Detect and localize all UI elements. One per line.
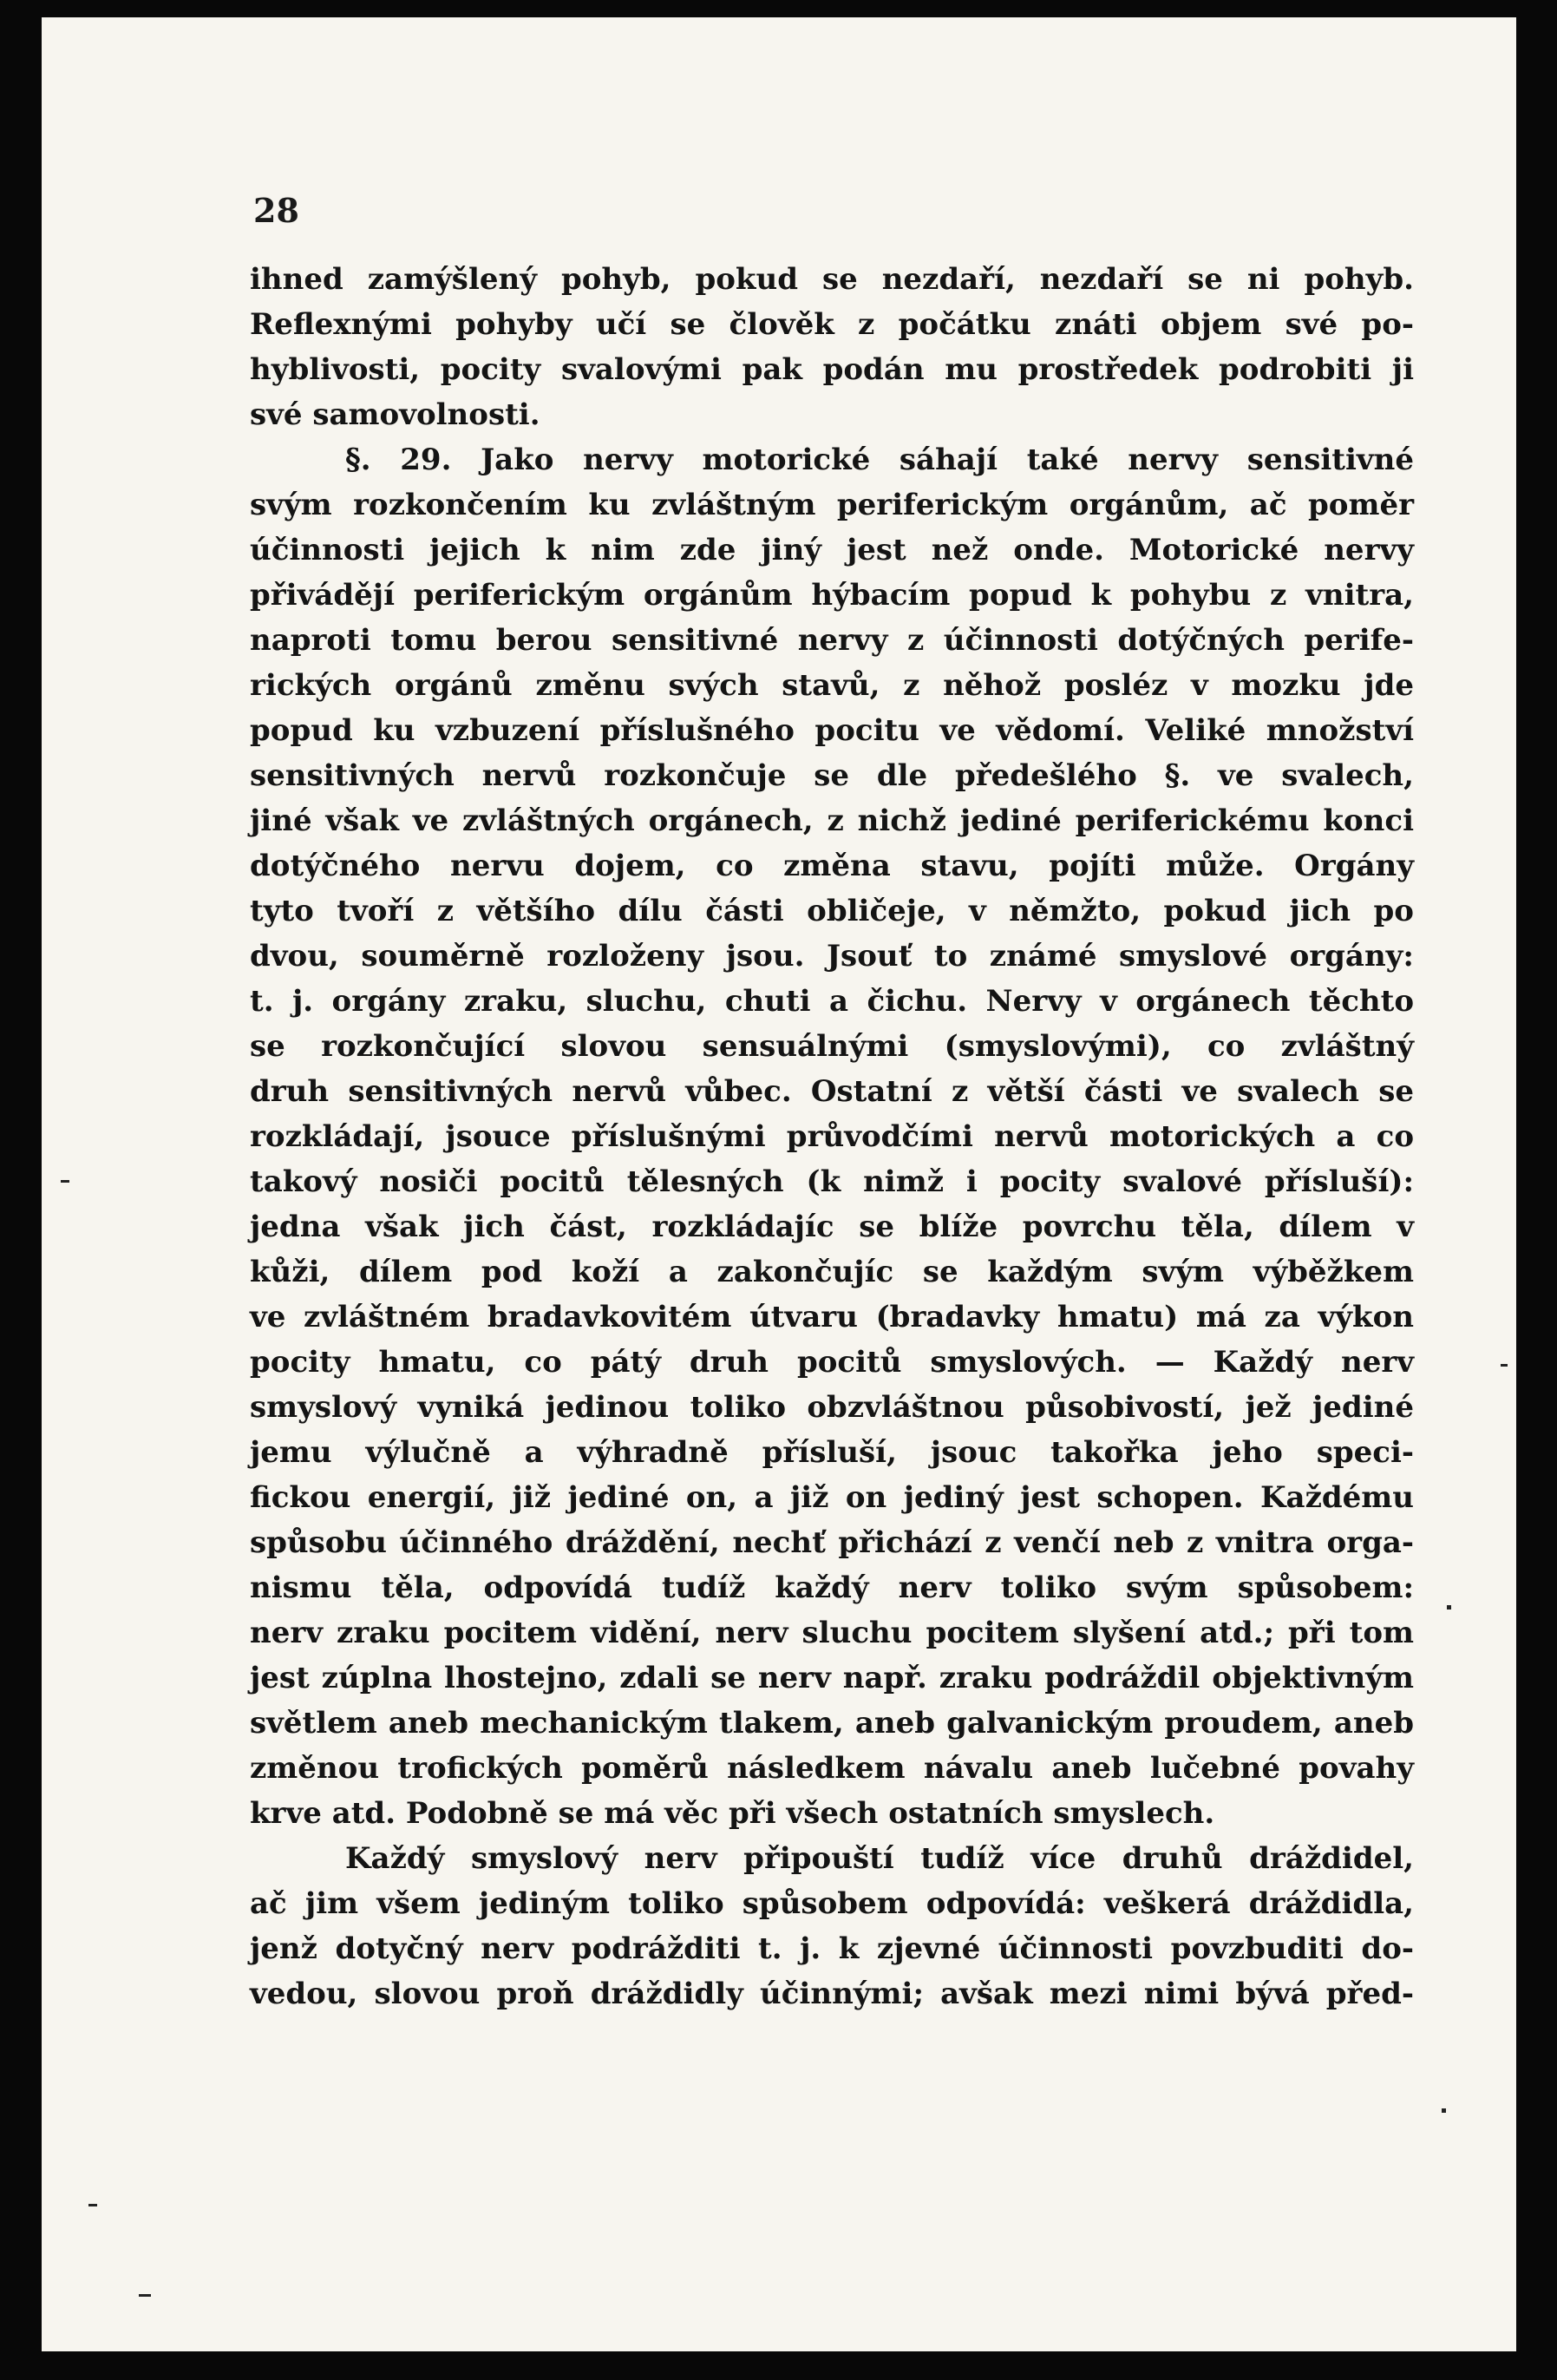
text-line: Každý smyslový nerv připouští tudíž více druhů dráždidel, — [345, 1841, 1414, 1876]
text-line: t. j. orgány zraku, sluchu, chuti a čichu. Nervy v orgánech těchto — [250, 984, 1414, 1019]
text-line: §. 29. Jako nervy motorické sáhají také nervy sensitivné — [345, 443, 1414, 477]
text-line: se rozkončující slovou sensuálnými (smyslovými), co zvláštný — [250, 1029, 1414, 1064]
text-line: krve atd. Podobně se má věc při všech ostatních smyslech. — [250, 1796, 1215, 1831]
text-line: kůži, dílem pod koží a zakončujíc se každým svým výběžkem — [250, 1255, 1414, 1289]
text-line: popud ku vzbuzení příslušného pocitu ve vědomí. Veliké množství — [250, 713, 1414, 748]
text-line: ač jim všem jediným toliko spůsobem odpovídá: veškerá dráždidla, — [250, 1886, 1414, 1921]
page-number: 28 — [253, 191, 299, 230]
text-line: Reflexnými pohyby učí se člověk z počátku znáti objem své po- — [250, 307, 1414, 342]
text-line: nerv zraku pocitem vidění, nerv sluchu pocitem slyšení atd.; při tom — [250, 1616, 1414, 1650]
text-line: fickou energií, již jediné on, a již on jediný jest schopen. Každému — [250, 1480, 1414, 1515]
text-line: dotýčného nervu dojem, co změna stavu, pojíti může. Orgány — [250, 849, 1414, 883]
scan-speck — [61, 1180, 69, 1183]
text-line: jemu výlučně a výhradně přísluší, jsouc takořka jeho speci- — [250, 1435, 1414, 1470]
scan-speck — [1442, 2108, 1446, 2113]
scan-speck — [1447, 1605, 1451, 1610]
text-line: naproti tomu berou sensitivné nervy z účinnosti dotýčných perife- — [250, 623, 1414, 658]
text-line: ve zvláštném bradavkovitém útvaru (bradavky hmatu) má za výkon — [250, 1300, 1414, 1334]
scan-speck — [139, 2294, 151, 2297]
scan-speck — [1501, 1364, 1508, 1367]
text-line: rozkládají, jsouce příslušnými průvodčími nervů motorických a co — [250, 1119, 1414, 1154]
text-line: takový nosiči pocitů tělesných (k nimž i pocity svalové přísluší): — [250, 1164, 1414, 1199]
text-line: ihned zamýšlený pohyb, pokud se nezdaří, nezdaří se ni pohyb. — [250, 262, 1414, 297]
text-line: změnou trofických poměrů následkem návalu aneb lučebné povahy — [250, 1751, 1414, 1786]
text-line: druh sensitivných nervů vůbec. Ostatní z větší části ve svalech se — [250, 1074, 1414, 1109]
text-line: rických orgánů změnu svých stavů, z něhož posléz v mozku jde — [250, 668, 1414, 703]
text-line: světlem aneb mechanickým tlakem, aneb galvanickým proudem, aneb — [250, 1706, 1414, 1741]
text-line: hyblivosti, pocity svalovými pak podán mu prostředek podrobiti ji — [250, 352, 1414, 387]
text-line: pocity hmatu, co pátý druh pocitů smyslových. — Každý nerv — [250, 1345, 1414, 1380]
text-line: svým rozkončením ku zvláštným periferickým orgánům, ač poměr — [250, 488, 1414, 522]
text-line: nismu těla, odpovídá tudíž každý nerv toliko svým spůsobem: — [250, 1570, 1414, 1605]
book-page — [42, 17, 1516, 2351]
text-line: jedna však jich část, rozkládajíc se blíže povrchu těla, dílem v — [250, 1210, 1414, 1244]
body-text — [250, 257, 1414, 2016]
text-line: přivádějí periferickým orgánům hýbacím popud k pohybu z vnitra, — [250, 578, 1414, 613]
text-line: účinnosti jejich k nim zde jiný jest než onde. Motorické nervy — [250, 533, 1414, 567]
text-line: smyslový vyniká jedinou toliko obzvláštnou působivostí, jež jediné — [250, 1390, 1414, 1425]
text-line: dvou, souměrně rozloženy jsou. Jsouť to známé smyslové orgány: — [250, 939, 1414, 974]
text-line: jenž dotyčný nerv podrážditi t. j. k zjevné účinnosti povzbuditi do- — [250, 1931, 1414, 1966]
scan-speck — [88, 2204, 97, 2206]
text-line: jest zúplna lhostejno, zdali se nerv např. zraku podráždil objektivným — [250, 1661, 1414, 1695]
text-line: tyto tvoří z většího dílu části obličeje, v němžto, pokud jich po — [250, 894, 1414, 928]
text-line: své samovolnosti. — [250, 397, 540, 432]
text-line: spůsobu účinného dráždění, nechť přichází z venčí neb z vnitra orga- — [250, 1525, 1414, 1560]
text-line: sensitivných nervů rozkončuje se dle předešlého §. ve svalech, — [250, 758, 1414, 793]
text-line: vedou, slovou proň dráždidly účinnými; avšak mezi nimi bývá před- — [250, 1977, 1414, 2011]
text-line: jiné však ve zvláštných orgánech, z nichž jediné periferickému konci — [250, 803, 1414, 838]
